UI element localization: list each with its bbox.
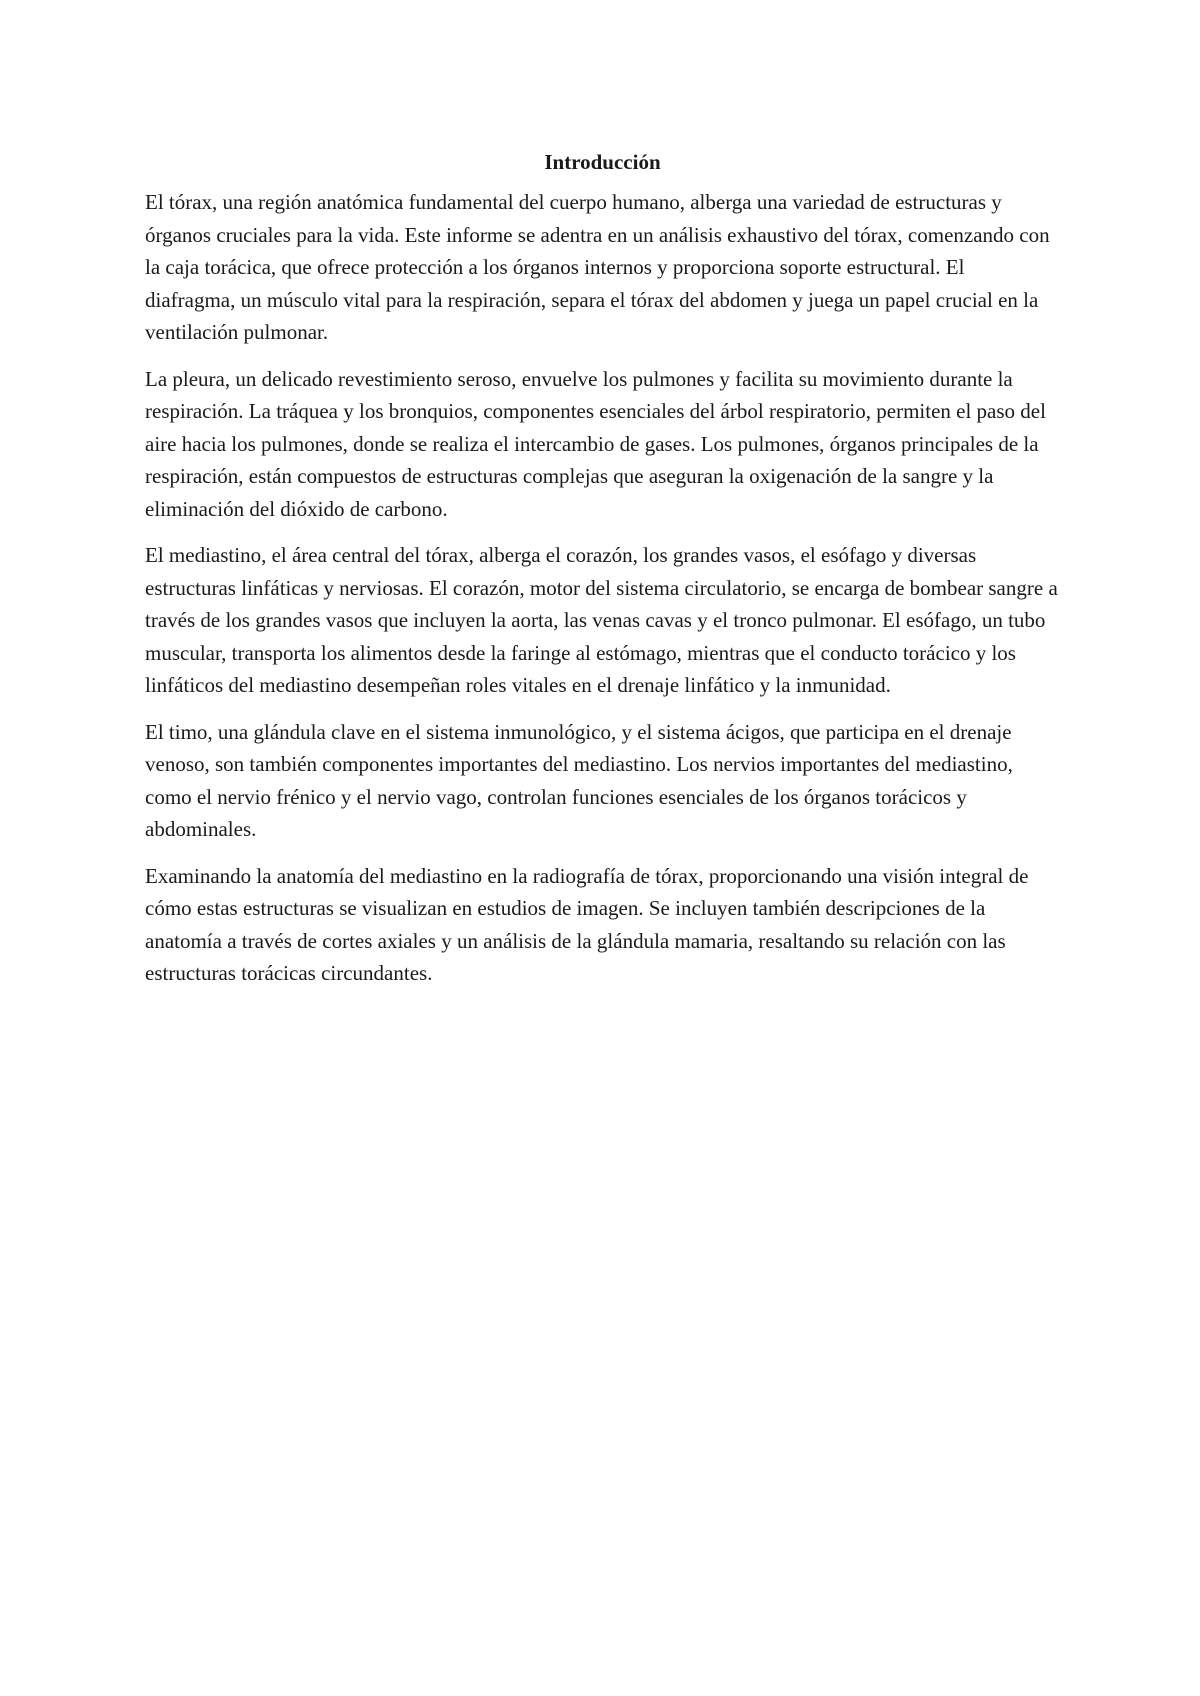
page-title: Introducción: [544, 150, 661, 174]
paragraph-4: El timo, una glándula clave en el sistema inmunológico, y el sistema ácigos, que participa en el drenaje venoso, son también componentes importantes del mediastino. Los nervios importantes del mediastino, como el nervio frénico y el nervio vago, controlan funciones esenciales de los órganos torácicos y abdominales.: [145, 719, 1013, 841]
paragraph-5: Examinando la anatomía del mediastino en la radiografía de tórax, proporcionando una visión integral de cómo estas estructuras se visualizan en estudios de imagen. Se incluyen también descripciones de la anatomía a través de cortes axiales y un análisis de la glándula mamaria, resaltando su relación con las estructuras torácicas circundantes.: [145, 863, 1029, 985]
paragraph-3: El mediastino, el área central del tórax, alberga el corazón, los grandes vasos, el esófago y diversas estructuras linfáticas y nerviosas. El corazón, motor del sistema circulatorio, se encarga de bombear sangre a través de los grandes vasos que incluyen la aorta, las venas cavas y el tronco pulmonar. El esófago, un tubo muscular, transporta los alimentos desde la faringe al estómago, mientras que el conducto torácico y los linfáticos del mediastino desempeñan roles vitales en el drenaje linfático y la inmunidad.: [145, 543, 1058, 697]
paragraph-1: El tórax, una región anatómica fundamental del cuerpo humano, alberga una variedad de estructuras y órganos cruciales para la vida. Este informe se adentra en un análisis exhaustivo del tórax, comenzando con la caja torácica, que ofrece protección a los órganos internos y proporciona soporte estructural. El diafragma, un músculo vital para la respiración, separa el tórax del abdomen y juega un papel crucial en la ventilación pulmonar.: [145, 190, 1050, 344]
document-body: [145, 146, 1060, 1004]
paragraph-2: La pleura, un delicado revestimiento seroso, envuelve los pulmones y facilita su movimiento durante la respiración. La tráquea y los bronquios, componentes esenciales del árbol respiratorio, permiten el paso del aire hacia los pulmones, donde se realiza el intercambio de gases. Los pulmones, órganos principales de la respiración, están compuestos de estructuras complejas que aseguran la oxigenación de la sangre y la eliminación del dióxido de carbono.: [145, 366, 1046, 521]
